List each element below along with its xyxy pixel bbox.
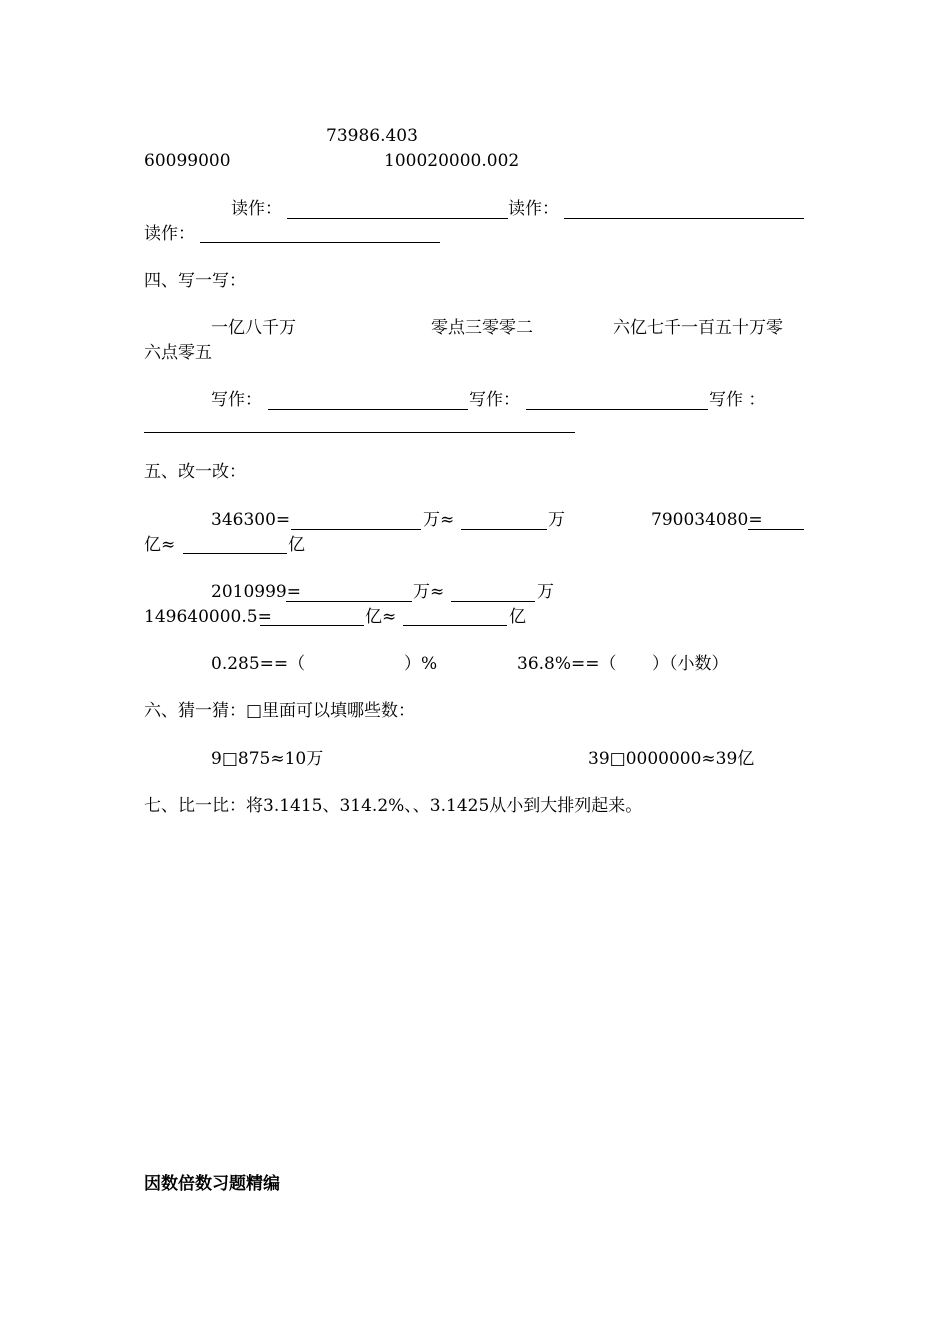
section-5-heading: 五、改一改： xyxy=(144,462,246,482)
write-answer-line-1[interactable] xyxy=(268,409,468,410)
read-label-3: 读作： xyxy=(144,224,195,244)
write-item-3-cont: 六点零五 xyxy=(144,343,212,363)
convert-4-blank-2[interactable] xyxy=(403,625,507,626)
number-1: 73986.403 xyxy=(326,126,418,146)
read-label-2: 读作： xyxy=(508,199,559,219)
write-label-3: 写作 ： xyxy=(709,390,766,410)
write-answer-line-2[interactable] xyxy=(526,409,708,410)
convert-1-blank-1[interactable] xyxy=(291,529,421,530)
write-label-1: 写作： xyxy=(211,390,262,410)
write-item-3: 六亿七千一百五十万零 xyxy=(613,318,783,338)
percent-1-prefix: 0.285==（ xyxy=(211,654,306,674)
convert-3-wan: 万≈ xyxy=(413,582,445,602)
percent-2-suffix: ）（小数） xyxy=(652,654,729,674)
convert-4-yi-end: 亿 xyxy=(509,607,526,627)
write-item-1: 一亿八千万 xyxy=(211,318,296,338)
section-6-heading: 六、猜一猜：□里面可以填哪些数： xyxy=(144,701,416,721)
convert-3-blank-1[interactable] xyxy=(286,601,412,602)
number-3: 100020000.002 xyxy=(384,151,520,171)
convert-4-yi: 亿≈ xyxy=(365,607,397,627)
convert-3-number: 2010999= xyxy=(211,582,301,602)
convert-3-blank-2[interactable] xyxy=(451,601,535,602)
convert-2-blank-1[interactable] xyxy=(748,529,804,530)
guess-item-2: 39□0000000≈39亿 xyxy=(588,749,755,769)
convert-4-blank-1[interactable] xyxy=(260,625,364,626)
convert-1-blank-2[interactable] xyxy=(461,529,547,530)
convert-2-number: 790034080= xyxy=(651,510,763,530)
number-2: 60099000 xyxy=(144,151,231,171)
convert-3-wan-end: 万 xyxy=(537,582,554,602)
convert-2-yi-end: 亿 xyxy=(288,535,305,555)
read-answer-line-2[interactable] xyxy=(564,218,804,219)
convert-4-number: 149640000.5= xyxy=(144,607,272,627)
read-label-1: 读作： xyxy=(231,199,282,219)
write-item-2: 零点三零零二 xyxy=(431,318,533,338)
write-label-2: 写作： xyxy=(469,390,520,410)
section-4-heading: 四、写一写： xyxy=(144,271,246,291)
write-answer-line-3[interactable] xyxy=(144,432,575,433)
read-answer-line-3[interactable] xyxy=(200,242,440,243)
percent-1-suffix: ）% xyxy=(404,654,438,674)
section-7-heading: 七、比一比：将3.1415、314.2%、、3.1425从小到大排列起来。 xyxy=(144,796,643,816)
guess-item-1: 9□875≈10万 xyxy=(211,749,324,769)
convert-1-wan: 万≈ xyxy=(423,510,455,530)
percent-2-prefix: 36.8%==（ xyxy=(517,654,617,674)
next-section-title: 因数倍数习题精编 xyxy=(144,1174,280,1194)
convert-2-blank-2[interactable] xyxy=(183,553,287,554)
convert-1-wan-end: 万 xyxy=(548,510,565,530)
convert-1-number: 346300= xyxy=(211,510,291,530)
read-answer-line-1[interactable] xyxy=(287,218,508,219)
convert-2-yi: 亿≈ xyxy=(144,535,176,555)
